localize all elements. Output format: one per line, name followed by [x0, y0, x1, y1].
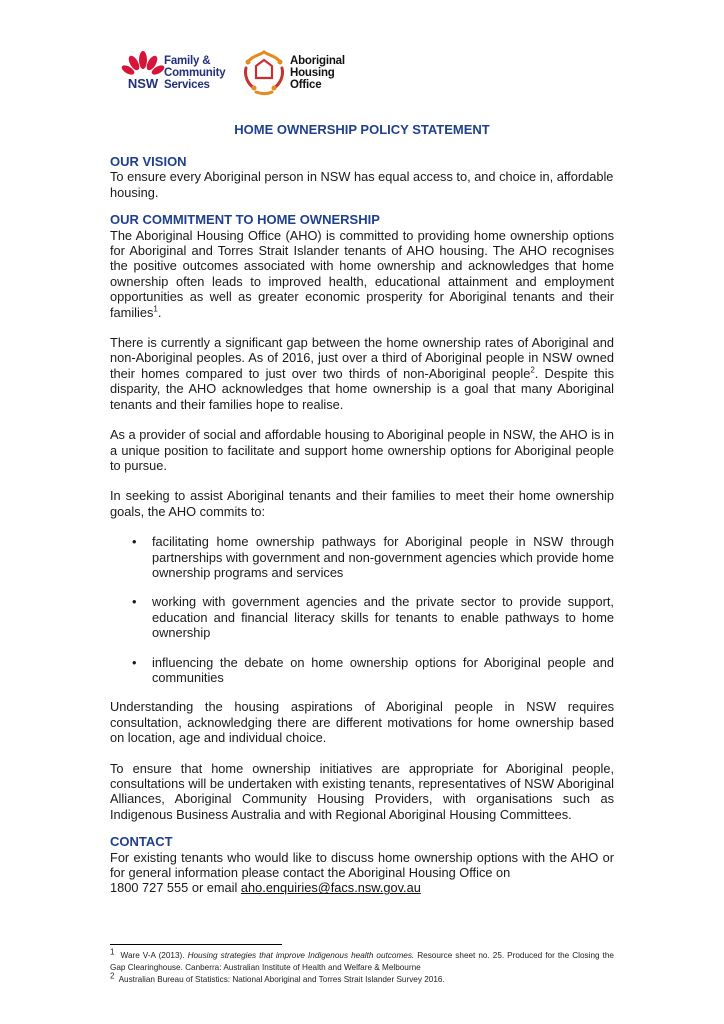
footnote-divider — [110, 944, 282, 945]
footnote-2 — [110, 971, 614, 986]
aho-line: Aboriginal — [290, 55, 345, 67]
footnote-1-author: Ware V-A (2013). — [120, 951, 188, 960]
commitment-p1-end: . — [157, 304, 162, 320]
list-item — [110, 594, 614, 640]
contact-phone-text: 1800 727 555 or email — [110, 880, 241, 896]
aho-line: Housing — [290, 67, 335, 79]
contact-email-link[interactable]: aho.enquiries@facs.nsw.gov.au — [240, 880, 421, 896]
contact-text: For existing tenants who would like to discuss home ownership options with the AHO or for general information please contact the Aboriginal Housing Office on — [110, 849, 614, 881]
footnote-1-number: 1 — [110, 947, 115, 957]
list-item — [110, 534, 614, 580]
facs-line: Community — [164, 67, 226, 79]
commitment-paragraph-6: To ensure that home ownership initiatives are appropriate for Aboriginal people, consultations will be undertaken with existing tenants, representatives of NSW Aboriginal Alliances, Aboriginal Community Housing Providers, with organisations such as Indigenous Business Australia and with Regional Aboriginal Housing Committees. — [110, 760, 614, 822]
commitment-p2a-text: There is currently a significant gap between the home ownership rates of Aboriginal and non-Aboriginal peoples. As of 2016, just over a third of Aboriginal people in NSW owned their homes compared to just over two thirds of non-Aboriginal people — [110, 335, 614, 381]
vision-text: To ensure every Aboriginal person in NSW has equal access to, and choice in, affordable housing. — [110, 169, 614, 200]
footnote-ref-2: 2 — [530, 365, 535, 375]
footnote-ref-1: 1 — [153, 304, 158, 314]
bullet-icon: • — [132, 594, 137, 610]
facs-wordmark — [164, 55, 225, 91]
aho-wordmark — [290, 55, 345, 91]
commitment-heading: OUR COMMITMENT TO HOME OWNERSHIP — [110, 212, 380, 228]
footnote-1-source: Resource sheet no. 25. Produced for the Closing the Gap Clearinghouse. Canberra: Australian Institute of Health and Welfare & Melbourne — [110, 951, 614, 972]
list-item-text: working with government agencies and the private sector to provide support, education and financial literacy skills for tenants to enable pathways to home ownership — [152, 594, 614, 641]
contact-heading: CONTACT — [110, 834, 173, 850]
commitment-paragraph-2 — [110, 335, 614, 412]
aho-logo — [238, 46, 290, 98]
list-item-text: facilitating home ownership pathways for Aboriginal people in NSW through partnerships with government and non-government agencies which provide home ownership programs and services — [152, 534, 614, 580]
aho-line: Office — [290, 79, 322, 91]
footnote-1-title: Housing strategies that improve Indigenous health outcomes. — [187, 951, 415, 960]
bullet-icon: • — [132, 534, 137, 550]
nsw-logo-text: NSW — [127, 76, 159, 91]
facs-line: Services — [164, 79, 210, 91]
commitment-paragraph-5: Understanding the housing aspirations of Aboriginal people in NSW requires consultation, acknowledging there are different motivations for home ownership based on location, age and individual choice. — [110, 699, 614, 746]
vision-heading: OUR VISION — [110, 154, 187, 169]
contact-paragraph — [110, 850, 614, 896]
header-logos — [118, 44, 378, 100]
commitment-p1-text: The Aboriginal Housing Office (AHO) is committed to providing home ownership options for Aboriginal and Torres Strait Islander tenants of AHO housing. The AHO recognises the positive outcomes associated with home ownership and acknowledges that home ownership often leads to improved health, educational attainment and employment opportunities as well as greater economic prosperity for Aboriginal tenants and their families — [110, 227, 614, 320]
footnote-2-text: Australian Bureau of Statistics: National Aboriginal and Torres Strait Islander Survey 2016. — [118, 975, 445, 984]
document-body — [110, 154, 614, 896]
footnote-1 — [110, 947, 614, 974]
commitment-paragraph-3: As a provider of social and affordable housing to Aboriginal people in NSW, the AHO is in a unique position to facilitate and support home ownership options for Aboriginal people to pursue. — [110, 427, 614, 473]
nsw-waratah-logo — [118, 46, 168, 96]
commitment-paragraph-4: In seeking to assist Aboriginal tenants and their families to meet their home ownership goals, the AHO commits to: — [110, 488, 614, 519]
list-item — [110, 655, 614, 686]
list-item-text: influencing the debate on home ownership options for Aboriginal people and communities — [152, 654, 614, 685]
bullet-icon: • — [132, 654, 137, 670]
facs-line: Family & — [164, 55, 211, 67]
commitment-p2b-text: . Despite this disparity, the AHO acknowledges that home ownership is a goal that many Aboriginal tenants and their families hope to realise. — [110, 365, 614, 412]
commitments-list — [110, 534, 614, 685]
document-title: HOME OWNERSHIP POLICY STATEMENT — [234, 122, 490, 137]
commitment-paragraph-1 — [110, 228, 614, 320]
footnote-2-number: 2 — [110, 971, 115, 981]
footnotes — [110, 947, 614, 986]
